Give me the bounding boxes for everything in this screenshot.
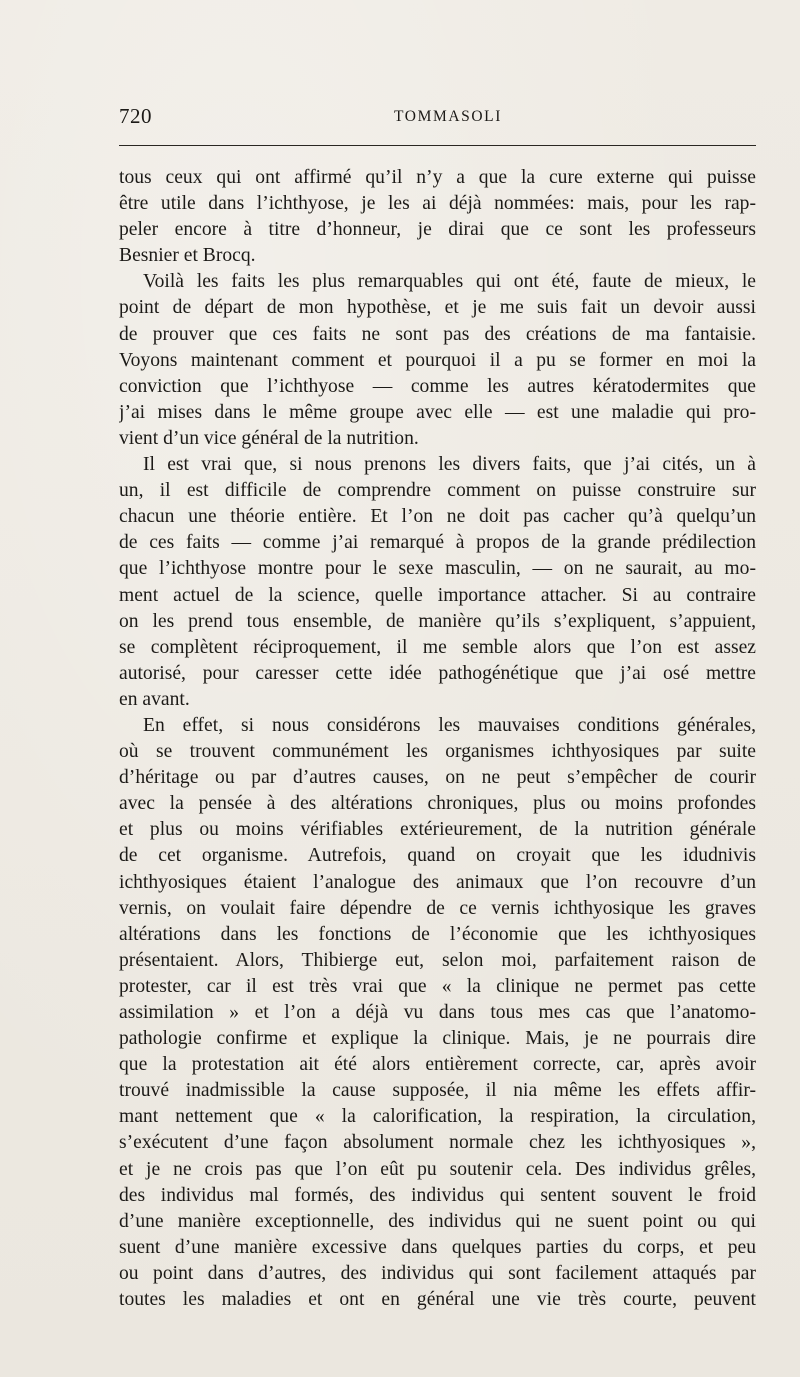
- text-line: et je ne crois pas que l’on eût pu soutenir cela. Des individus grêles,: [119, 1158, 756, 1180]
- text-line: En effet, si nous considérons les mauvaises conditions générales,: [143, 714, 756, 736]
- text-line: chacun une théorie entière. Et l’on ne doit pas cacher qu’à quelqu’un: [119, 506, 756, 528]
- text-line: toutes les maladies et ont en général une vie très courte, peuvent: [119, 1289, 756, 1311]
- text-line: en avant.: [119, 688, 190, 710]
- text-line: où se trouvent communément les organismes ichthyosiques par suite: [119, 741, 756, 763]
- body-text: [119, 165, 756, 1313]
- text-line: j’ai mises dans le même groupe avec elle — est une maladie qui pro-: [119, 401, 756, 423]
- text-line: ichthyosiques étaient l’analogue des animaux que l’on recouvre d’un: [119, 871, 756, 893]
- text-line: se complètent réciproquement, il me semble alors que l’on est assez: [119, 636, 756, 658]
- text-line: conviction que l’ichthyose — comme les autres kératodermites que: [119, 375, 756, 397]
- text-line: et plus ou moins vérifiables extérieurement, de la nutrition générale: [119, 819, 756, 841]
- running-head: [119, 104, 757, 134]
- text-line: présentaient. Alors, Thibierge eut, selon moi, parfaitement raison de: [119, 949, 756, 971]
- text-line: ou point dans d’autres, des individus qui sont facilement attaqués par: [119, 1262, 756, 1284]
- text-line: on les prend tous ensemble, de manière qu’ils s’expliquent, s’appuient,: [119, 610, 756, 632]
- text-line: que la protestation ait été alors entièrement correcte, car, après avoir: [119, 1054, 756, 1076]
- text-line: point de départ de mon hypothèse, et je me suis fait un devoir aussi: [119, 297, 756, 319]
- text-line: être utile dans l’ichthyose, je les ai déjà nommées: mais, pour les rap-: [119, 193, 756, 215]
- text-line: assimilation » et l’on a déjà vu dans tous mes cas que l’anatomo-: [119, 1002, 756, 1023]
- text-line: Besnier et Brocq.: [119, 245, 256, 267]
- text-line: Voilà les faits les plus remarquables qui ont été, faute de mieux, le: [143, 271, 756, 293]
- text-line: protester, car il est très vrai que « la clinique ne permet pas cette: [119, 975, 756, 997]
- text-line: avec la pensée à des altérations chroniques, plus ou moins profondes: [119, 793, 756, 815]
- text-line: Il est vrai que, si nous prenons les divers faits, que j’ai cités, un à: [143, 454, 756, 476]
- text-line: trouvé inadmissible la cause supposée, il nia même les effets affir-: [119, 1080, 756, 1102]
- text-line: des individus mal formés, des individus qui sentent souvent le froid: [119, 1184, 756, 1206]
- text-line: s’exécutent d’une façon absolument normale chez les ichthyosiques »,: [119, 1132, 756, 1154]
- text-line: de ces faits — comme j’ai remarqué à propos de la grande prédilection: [119, 532, 756, 554]
- text-line: ment actuel de la science, quelle importance attacher. Si au contraire: [119, 584, 756, 606]
- text-line: tous ceux qui ont affirmé qu’il n’y a que la cure externe qui puisse: [119, 167, 756, 188]
- text-line: de prouver que ces faits ne sont pas des créations de ma fantaisie.: [119, 323, 756, 345]
- text-line: mant nettement que « la calorification, la respiration, la circulation,: [119, 1106, 756, 1128]
- text-line: peler encore à titre d’honneur, je dirai que ce sont les professeurs: [119, 219, 756, 241]
- text-line: pathologie confirme et explique la clinique. Mais, je ne pourrais dire: [119, 1028, 756, 1050]
- text-line: altérations dans les fonctions de l’économie que les ichthyosiques: [119, 923, 756, 945]
- text-line: suent d’une manière excessive dans quelques parties du corps, et peu: [119, 1236, 756, 1258]
- text-line: d’héritage ou par d’autres causes, on ne peut s’empêcher de courir: [119, 767, 756, 789]
- text-line: vernis, on voulait faire dépendre de ce vernis ichthyosique les graves: [119, 897, 756, 919]
- text-line: que l’ichthyose montre pour le sexe masculin, — on ne saurait, au mo-: [119, 558, 756, 580]
- text-line: d’une manière exceptionnelle, des individus qui ne suent point ou qui: [119, 1210, 756, 1232]
- running-title: TOMMASOLI: [394, 108, 502, 125]
- page-number: 720: [119, 104, 152, 128]
- text-line: vient d’un vice général de la nutrition.: [119, 427, 419, 449]
- text-line: de cet organisme. Autrefois, quand on croyait que les idudnivis: [119, 845, 756, 867]
- text-line: un, il est difficile de comprendre comment on puisse construire sur: [119, 480, 756, 502]
- header-rule: [119, 145, 756, 146]
- text-line: autorisé, pour caresser cette idée pathogénétique que j’ai osé mettre: [119, 662, 756, 684]
- text-line: Voyons maintenant comment et pourquoi il a pu se former en moi la: [119, 349, 756, 371]
